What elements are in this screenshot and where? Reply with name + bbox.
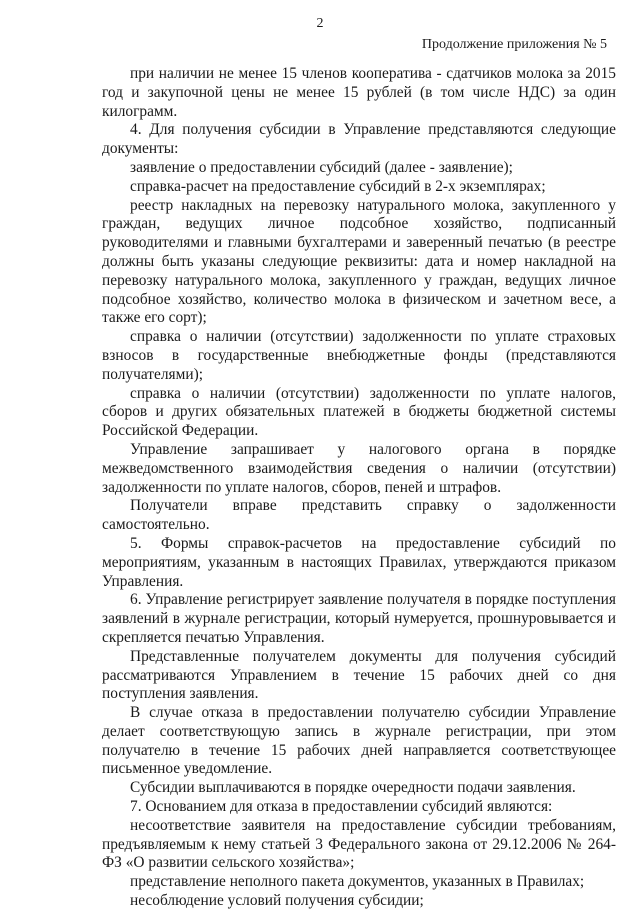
paragraph: Субсидии выплачиваются в порядке очередности подачи заявления. xyxy=(130,779,576,797)
paragraph: представление неполного пакета документов, указанных в Правилах; xyxy=(130,873,585,891)
paragraph: справка о наличии (отсутствии) задолженности по уплате страховых взносов в государственные внебюджетные фонды (представляются получателями); xyxy=(102,328,616,383)
paragraph: справка о наличии (отсутствии) задолженности по уплате налогов, сборов и других обязательных платежей в бюджеты бюджетной системы Российской Федерации. xyxy=(102,384,616,440)
paragraph: В случае отказа в предоставлении получателю субсидии Управление делает соответствующую запись в журнале регистрации, при этом получателю в течение 15 рабочих дней направляется соответствующее письменное уведомление. xyxy=(102,704,616,778)
paragraph: реестр накладных на перевозку натурального молока, закупленного у граждан, ведущих личное подсобное хозяйство, подписанный руководителями и главными бухгалтерами и заверенный печатью (в реестре должны быть указаны следующие реквизиты: дата и номер накладной на перевозку натурального молока, закупленного у граждан, ведущих личное подсобное хозяйство, количество молока в физическом и зачетном весе, а также его сорт); xyxy=(102,196,616,327)
paragraph: заявление о предоставлении субсидий (далее - заявление); xyxy=(130,158,513,176)
paragraph: Представленные получателем документы для получения субсидий рассматриваются Управлением в течение 15 рабочих дней со дня поступления заявления. xyxy=(102,647,616,703)
paragraph: справка-расчет на предоставление субсидий в 2-х экземплярах; xyxy=(130,177,546,195)
paragraph: Управление запрашивает у налогового органа в порядке межведомственного взаимодействия сведения о наличии (отсутствии) задолженности по уплате налогов, сборов, пеней и штрафов. xyxy=(102,440,616,496)
paragraph: при наличии не менее 15 членов кооператива - сдатчиков молока за 2015 год и закупочной цены не менее 15 рублей (в том числе НДС) за один килограмм. xyxy=(102,65,616,120)
paragraph: 5. Формы справок-расчетов на предоставление субсидий по мероприятиям, указанным в настоящих Правилах, утверждаются приказом Управления. xyxy=(102,534,616,590)
paragraph: 7. Основанием для отказа в предоставлении субсидий являются: xyxy=(130,798,553,816)
paragraph: несоблюдение условий получения субсидии; xyxy=(130,892,424,910)
paragraph: несоответствие заявителя на предоставление субсидии требованиям, предъявляемым к нему статьей 3 Федерального закона от 29.12.2006 № 264-ФЗ «О развитии сельского хозяйства»; xyxy=(102,816,616,872)
paragraph: Получатели вправе представить справку о задолженности самостоятельно. xyxy=(102,497,616,534)
appendix-continuation-note: Продолжение приложения № 5 xyxy=(421,37,607,52)
paragraph: 4. Для получения субсидии в Управление представляются следующие документы: xyxy=(102,121,616,158)
page-number: 2 xyxy=(316,16,324,31)
document-body xyxy=(102,65,616,911)
paragraph: 6. Управление регистрирует заявление получателя в порядке поступления заявлений в журнале регистрации, который нумеруется, прошнуровывается и скрепляется печатью Управления. xyxy=(102,591,616,646)
